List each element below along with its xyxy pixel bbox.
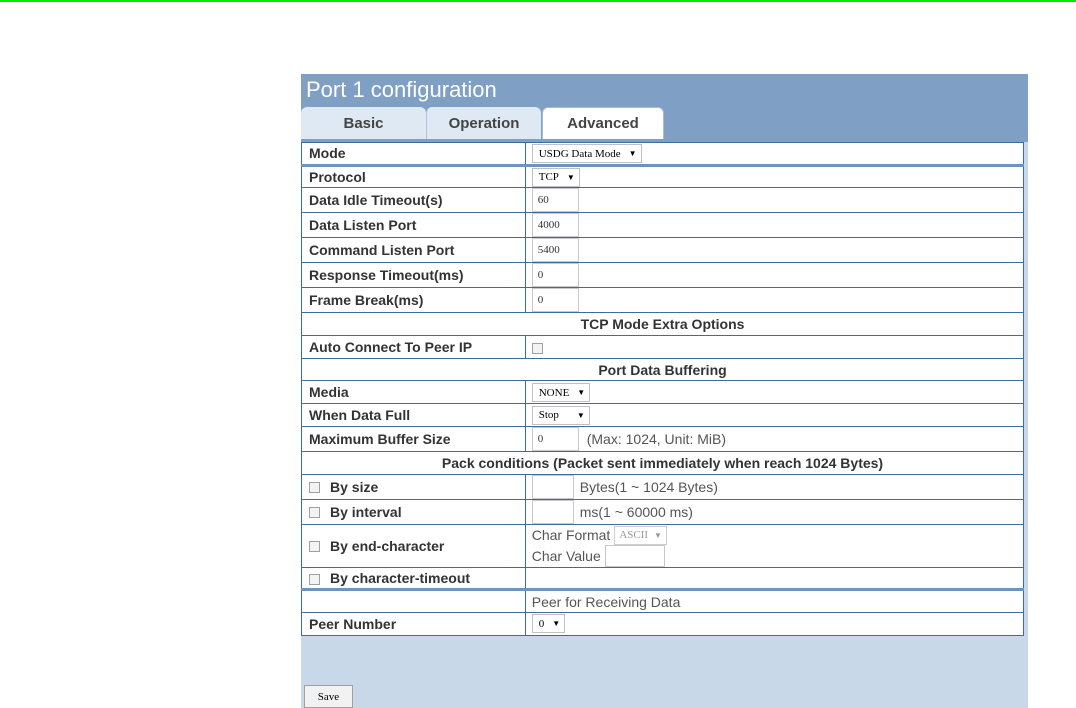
frame-break-label: Frame Break(ms) bbox=[302, 288, 526, 313]
by-size-label: By size bbox=[330, 478, 379, 495]
table-row bbox=[302, 165, 1024, 188]
char-format-select[interactable] bbox=[614, 526, 667, 545]
char-value-row bbox=[532, 546, 1023, 567]
save-button[interactable]: Save bbox=[304, 685, 353, 708]
table-row bbox=[302, 381, 1024, 404]
chevron-down-icon: ▼ bbox=[577, 388, 586, 398]
chevron-down-icon: ▼ bbox=[552, 619, 561, 629]
by-size-input[interactable] bbox=[532, 475, 574, 499]
response-timeout-input[interactable]: 0 bbox=[532, 263, 579, 287]
char-value-label: Char Value bbox=[531, 548, 601, 564]
chevron-down-icon: ▼ bbox=[628, 149, 637, 159]
peer-header-empty-cell bbox=[302, 590, 526, 613]
by-interval-label: By interval bbox=[330, 503, 402, 520]
table-row bbox=[302, 524, 1024, 567]
by-char-timeout-cell bbox=[302, 567, 526, 590]
table-row bbox=[302, 499, 1024, 524]
table-row bbox=[302, 590, 1024, 613]
by-interval-checkbox[interactable] bbox=[309, 507, 320, 518]
max-buffer-size-label: Maximum Buffer Size bbox=[302, 426, 526, 451]
peer-receiving-header: Peer for Receiving Data bbox=[525, 590, 1023, 613]
table-row bbox=[302, 358, 1024, 381]
table-row bbox=[302, 474, 1024, 499]
chevron-down-icon: ▼ bbox=[576, 410, 585, 420]
char-format-label: Char Format bbox=[531, 527, 611, 543]
response-timeout-label: Response Timeout(ms) bbox=[302, 263, 526, 288]
table-row bbox=[302, 238, 1024, 263]
char-format-select-value: ASCII bbox=[619, 529, 649, 541]
table-row bbox=[302, 213, 1024, 238]
by-size-unit: Bytes(1 ~ 1024 Bytes) bbox=[579, 478, 718, 495]
table-row bbox=[302, 288, 1024, 313]
mode-select-value: USDG Data Mode bbox=[538, 147, 621, 160]
by-size-cell bbox=[302, 474, 526, 499]
chevron-down-icon: ▼ bbox=[654, 530, 662, 540]
by-interval-cell bbox=[302, 499, 526, 524]
table-row bbox=[302, 143, 1024, 166]
media-select-value: NONE bbox=[538, 386, 570, 399]
command-listen-port-input[interactable]: 5400 bbox=[532, 238, 579, 262]
mode-label: Mode bbox=[302, 143, 526, 166]
mode-select[interactable] bbox=[532, 144, 642, 163]
table-row bbox=[302, 451, 1024, 474]
tab-basic[interactable]: Basic bbox=[301, 107, 426, 139]
char-format-row bbox=[532, 525, 1023, 546]
when-data-full-label: When Data Full bbox=[302, 404, 526, 427]
by-char-timeout-label: By character-timeout bbox=[330, 569, 471, 586]
peer-number-label: Peer Number bbox=[302, 612, 526, 635]
port-config-panel bbox=[301, 74, 1028, 708]
protocol-select[interactable] bbox=[532, 168, 580, 187]
tcp-extra-options-header: TCP Mode Extra Options bbox=[302, 313, 1024, 336]
tab-advanced[interactable]: Advanced bbox=[542, 107, 664, 139]
frame-break-input[interactable]: 0 bbox=[532, 288, 579, 312]
table-row bbox=[302, 188, 1024, 213]
by-interval-input[interactable] bbox=[532, 500, 574, 524]
data-listen-port-label: Data Listen Port bbox=[302, 213, 526, 238]
auto-connect-label: Auto Connect To Peer IP bbox=[302, 336, 526, 359]
data-idle-timeout-label: Data Idle Timeout(s) bbox=[302, 188, 526, 213]
when-data-full-select[interactable] bbox=[532, 406, 590, 425]
by-char-timeout-value bbox=[525, 567, 1023, 590]
port-data-buffering-header: Port Data Buffering bbox=[302, 358, 1024, 381]
data-listen-port-input[interactable]: 4000 bbox=[532, 213, 579, 237]
by-char-timeout-checkbox[interactable] bbox=[309, 574, 320, 585]
table-row bbox=[302, 404, 1024, 427]
by-end-character-checkbox[interactable] bbox=[309, 541, 320, 552]
by-interval-unit: ms(1 ~ 60000 ms) bbox=[579, 503, 693, 520]
table-row bbox=[302, 336, 1024, 359]
by-end-character-cell bbox=[302, 524, 526, 567]
table-row bbox=[302, 567, 1024, 590]
config-table bbox=[301, 142, 1024, 636]
protocol-label: Protocol bbox=[302, 165, 526, 188]
max-buffer-size-input[interactable]: 0 bbox=[532, 427, 579, 451]
by-size-checkbox[interactable] bbox=[309, 482, 320, 493]
auto-connect-checkbox[interactable] bbox=[532, 343, 543, 354]
panel-header bbox=[301, 74, 1028, 142]
command-listen-port-label: Command Listen Port bbox=[302, 238, 526, 263]
by-end-character-label: By end-character bbox=[330, 537, 445, 554]
media-label: Media bbox=[302, 381, 526, 404]
page-title: Port 1 configuration bbox=[306, 77, 497, 102]
chevron-down-icon: ▼ bbox=[566, 172, 575, 182]
table-row bbox=[302, 426, 1024, 451]
when-data-full-select-value: Stop bbox=[538, 409, 559, 422]
top-border-line bbox=[0, 0, 1076, 2]
protocol-select-value: TCP bbox=[538, 171, 559, 184]
char-value-input[interactable] bbox=[605, 545, 665, 567]
tab-operation[interactable]: Operation bbox=[426, 107, 541, 139]
table-row bbox=[302, 612, 1024, 635]
table-row bbox=[302, 263, 1024, 288]
table-row bbox=[302, 313, 1024, 336]
max-buffer-hint: (Max: 1024, Unit: MiB) bbox=[586, 430, 726, 447]
pack-conditions-header: Pack conditions (Packet sent immediately when reach 1024 Bytes) bbox=[302, 451, 1024, 474]
media-select[interactable] bbox=[532, 383, 590, 402]
peer-number-select-value: 0 bbox=[538, 617, 545, 630]
data-idle-timeout-input[interactable]: 60 bbox=[532, 188, 579, 212]
peer-number-select[interactable] bbox=[532, 614, 565, 633]
